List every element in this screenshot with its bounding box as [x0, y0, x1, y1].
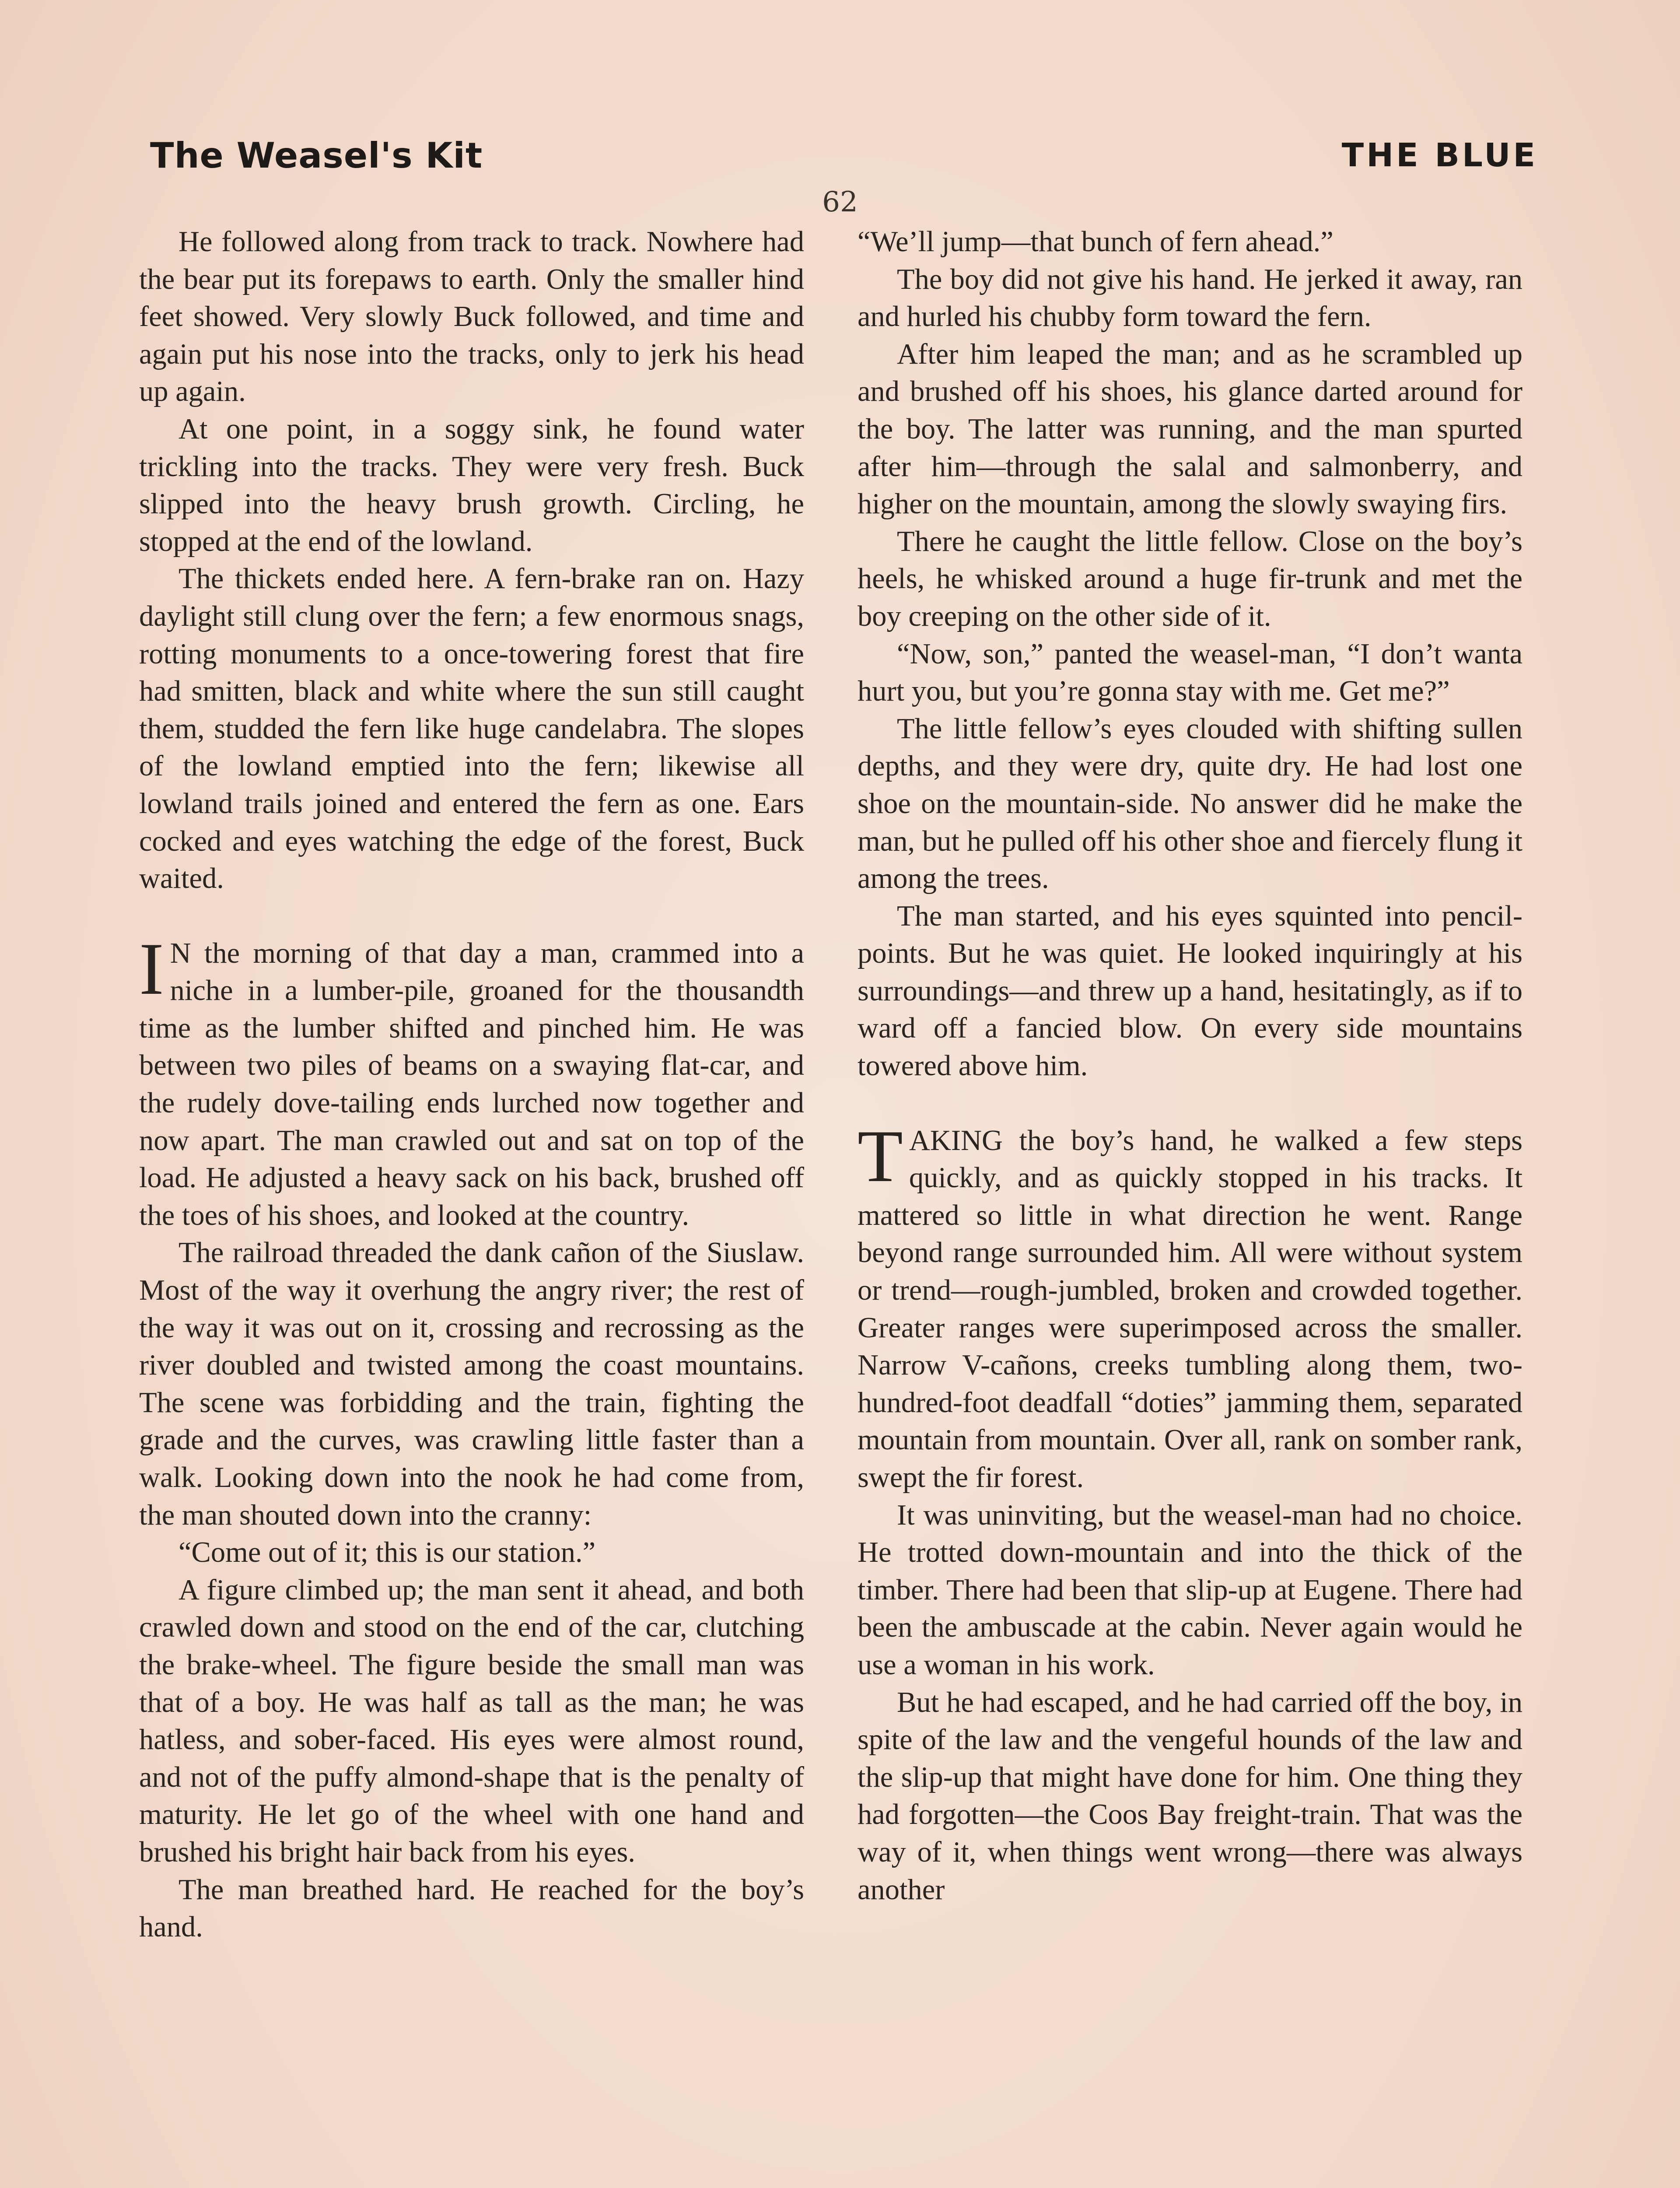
- drop-cap: I: [139, 927, 164, 1010]
- left-column: [139, 223, 804, 1946]
- paragraph: The man breathed hard. He reached for the boy’s hand.: [139, 1873, 804, 1943]
- paragraph: There he caught the little fellow. Close on the boy’s heels, he whisked around a huge fir-trunk and met the boy creeping on the other side of it.: [858, 525, 1522, 632]
- paragraph: He followed along from track to track. Nowhere had the bear put its forepaws to earth. Only the smaller hind feet showed. Very slowly Buck followed, and time and again put his nose into the tracks, only to jerk his head up again.: [139, 226, 804, 408]
- paragraph: After him leaped the man; and as he scrambled up and brushed off his shoes, his glance darted around for the boy. The latter was running, and the man spurted after him—through the salal and salmonberry, and higher on the mountain, among the slowly swaying firs.: [858, 338, 1522, 520]
- story-title: The Weasel's Kit: [150, 135, 483, 176]
- paragraph: The railroad threaded the dank cañon of the Siuslaw. Most of the way it overhung the angry river; the rest of the way it was out on it, crossing and recrossing as the river doubled and twisted among the coast mountains. The scene was forbidding and the train, fighting the grade and the curves, was crawling little faster than a walk. Looking down into the nook he had come from, the man shouted down into the cranny:: [139, 1237, 804, 1531]
- page-number: 62: [822, 186, 858, 218]
- paragraph: A figure climbed up; the man sent it ahead, and both crawled down and stood on the end of the car, clutching the brake-wheel. The figure beside the small man was that of a boy. He was half as tall as the man; he was hatless, and sober-faced. His eyes were almost round, and not of the puffy almond-shape that is the penalty of maturity. He let go of the wheel with one hand and brushed his bright hair back from his eyes.: [139, 1574, 804, 1868]
- paragraph: The man started, and his eyes squinted into pencil-points. But he was quiet. He looked inquiringly at his surroundings—and threw up a hand, hesitatingly, as if to ward off a fancied blow. On every side mountains towered above him.: [858, 900, 1522, 1082]
- paragraph: It was uninviting, but the weasel-man had no choice. He trotted down-mountain and into the thick of the timber. There had been that slip-up at Eugene. There had been the ambuscade at the cabin. Never again would he use a woman in his work.: [858, 1499, 1522, 1681]
- section-paragraph: [139, 927, 804, 1234]
- section-paragraph: [858, 1115, 1522, 1497]
- paragraph: The thickets ended here. A fern-brake ran on. Hazy daylight still clung over the fern; a few enormous snags, rotting monuments to a once-towering forest that fire had smitten, black and white where the sun still caught them, studded the fern like huge candelabra. The slopes of the lowland emptied into the fern; likewise all lowland trails joined and entered the fern as one. Ears cocked and eyes watching the edge of the forest, Buck waited.: [139, 563, 804, 895]
- magazine-title: THE BLUE: [1341, 137, 1538, 174]
- paragraph: But he had escaped, and he had carried off the boy, in spite of the law and the vengeful hounds of the law and the slip-up that might have done for him. One thing they had forgotten—the Coos Bay freight-train. That was the way of it, when things went wrong—there was always another: [858, 1686, 1522, 1906]
- drop-cap: T: [858, 1115, 903, 1197]
- right-column: [858, 223, 1522, 1908]
- paragraph: At one point, in a soggy sink, he found water trickling into the tracks. They were very fresh. Buck slipped into the heavy brush growth. Circling, he stopped at the end of the lowland.: [139, 413, 804, 558]
- paragraph: The boy did not give his hand. He jerked it away, ran and hurled his chubby form toward the fern.: [858, 263, 1522, 333]
- paragraph-continued: “We’ll jump—that bunch of fern ahead.”: [858, 226, 1334, 258]
- paragraph: The little fellow’s eyes clouded with shifting sullen depths, and they were dry, quite dry. He had lost one shoe on the mountain-side. No answer did he make the man, but he pulled off his other shoe and fiercely flung it among the trees.: [858, 712, 1522, 895]
- paragraph: “Now, son,” panted the weasel-man, “I don’t wanta hurt you, but you’re gonna stay with me. Get me?”: [858, 638, 1522, 708]
- running-header: [150, 131, 1538, 179]
- paragraph-text: N the morning of that day a man, crammed into a niche in a lumber-pile, groaned for the thousandth time as the lumber shifted and pinched him. He was between two piles of beams on a swaying flat-car, and the rudely dove-tailing ends lurched now together and now apart. The man crawled out and sat on top of the load. He adjusted a heavy sack on his back, brushed off the toes of his shoes, and looked at the country.: [139, 937, 804, 1231]
- paragraph-text: AKING the boy’s hand, he walked a few steps quickly, and as quickly stopped in his tracks. It mattered so little in what direction he went. Range beyond range surrounded him. All were without system or trend—rough-jumbled, broken and crowded together. Greater ranges were superimposed across the smaller. Narrow V-cañons, creeks tumbling along them, two-hundred-foot deadfall “doties” jamming them, separated mountain from mountain. Over all, rank on somber rank, swept the fir forest.: [858, 1124, 1522, 1494]
- paragraph: “Come out of it; this is our station.”: [178, 1536, 596, 1569]
